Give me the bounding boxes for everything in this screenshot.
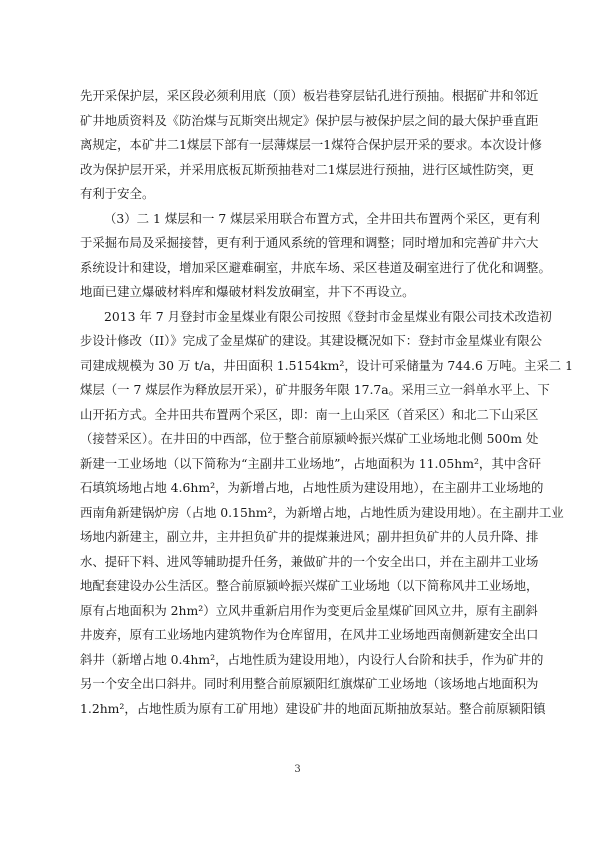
text-line: 司建成规模为 30 万 t/a，井田面积 1.5154km²，设计可采储量为 744.6 万吨。主采二 1 [80, 357, 573, 373]
text-line: 于采掘布局及采掘接替，更有利于通风系统的管理和调整；同时增加和完善矿井六大 [80, 235, 539, 250]
text-line: 系统设计和建设，增加采区避难硐室，井底车场、采区巷道及硐室进行了优化和调整。 [80, 259, 551, 275]
text-line: 西南角新建锅炉房（占地 0.15hm²，为新增占地，占地性质为建设用地）。在主副井工业 [80, 504, 564, 520]
text-line: 另一个安全出口斜井。同时利用整合前原颍阳红旗煤矿工业场地（该场地占地面积为 [80, 676, 539, 691]
text-line: 场地内新建主，副立井，主井担负矿井的提煤兼进风；副井担负矿井的人员升降、排 [80, 529, 539, 544]
text-line: 斜井（新增占地 0.4hm²，占地性质为建设用地），内设行人台阶和扶手，作为矿井的 [80, 651, 544, 667]
text-line: 地面已建立爆破材料库和爆破材料发放硐室，井下不再设立。 [80, 284, 415, 299]
text-line: 煤层（一 7 煤层作为释放层开采），矿井服务年限 17.7a。采用三立一斜单水平上、下 [80, 382, 550, 397]
text-line: 地配套建设办公生活区。整合前原颍岭振兴煤矿工业场地（以下简称风井工业场地， [80, 578, 539, 593]
text-line: 有利于安全。 [80, 186, 155, 201]
text-line: 2013 年 7 月登封市金星煤业有限公司按照《登封市金星煤业有限公司技术改造初 [104, 308, 552, 324]
document-body [80, 84, 573, 721]
text-line: 井废弃，原有工业场地内建筑物作为仓库留用，在风井工业场地西南侧新建安全出口 [80, 627, 539, 642]
text-line: 新建一工业场地（以下简称为“主副井工业场地”，占地面积为 11.05hm²，其中含矸 [80, 455, 541, 471]
text-line: （3）二 1 煤层和一 7 煤层采用联合布置方式，全井田共布置两个采区，更有利 [104, 210, 540, 226]
text-line: 水、提矸下料、进风等辅助提升任务，兼做矿井的一个安全出口，并在主副井工业场 [80, 553, 539, 569]
text-line: 矿井地质资料及《防治煤与瓦斯突出规定》保护层与被保护层之间的最大保护垂直距 [80, 112, 539, 128]
text-line: 步设计修改（II）》完成了金星煤矿的建设。其建设概况如下：登封市金星煤业有限公 [80, 333, 543, 348]
page-number: 3 [294, 764, 301, 775]
text-line: 离规定，本矿井二1煤层下部有一层薄煤层一1煤符合保护层开采的要求。本次设计修 [80, 137, 542, 152]
text-line: 山开拓方式。全井田共布置两个采区，即：南一上山采区（首采区）和北二下山采区 [80, 406, 539, 422]
text-line: 改为保护层开采，并采用底板瓦斯预抽巷对二1煤层进行预抽，进行区域性防突，更 [80, 161, 534, 177]
text-line: 1.2hm²，占地性质为原有工矿用地）建设矿井的地面瓦斯抽放泵站。整合前原颍阳镇 [80, 700, 546, 716]
text-line: （接替采区）。在井田的中西部，位于整合前原颍岭振兴煤矿工业场地北侧 500m 处 [80, 431, 539, 446]
text-line: 原有占地面积为 2hm²）立风井重新启用作为变更后金星煤矿回风立井，原有主副斜 [80, 602, 538, 618]
text-line: 先开采保护层，采区段必须利用底（顶）板岩巷穿层钻孔进行预抽。根据矿井和邻近 [80, 88, 539, 103]
text-line: 石填筑场地占地 4.6hm²，为新增占地，占地性质为建设用地），在主副井工业场地的 [80, 480, 544, 495]
